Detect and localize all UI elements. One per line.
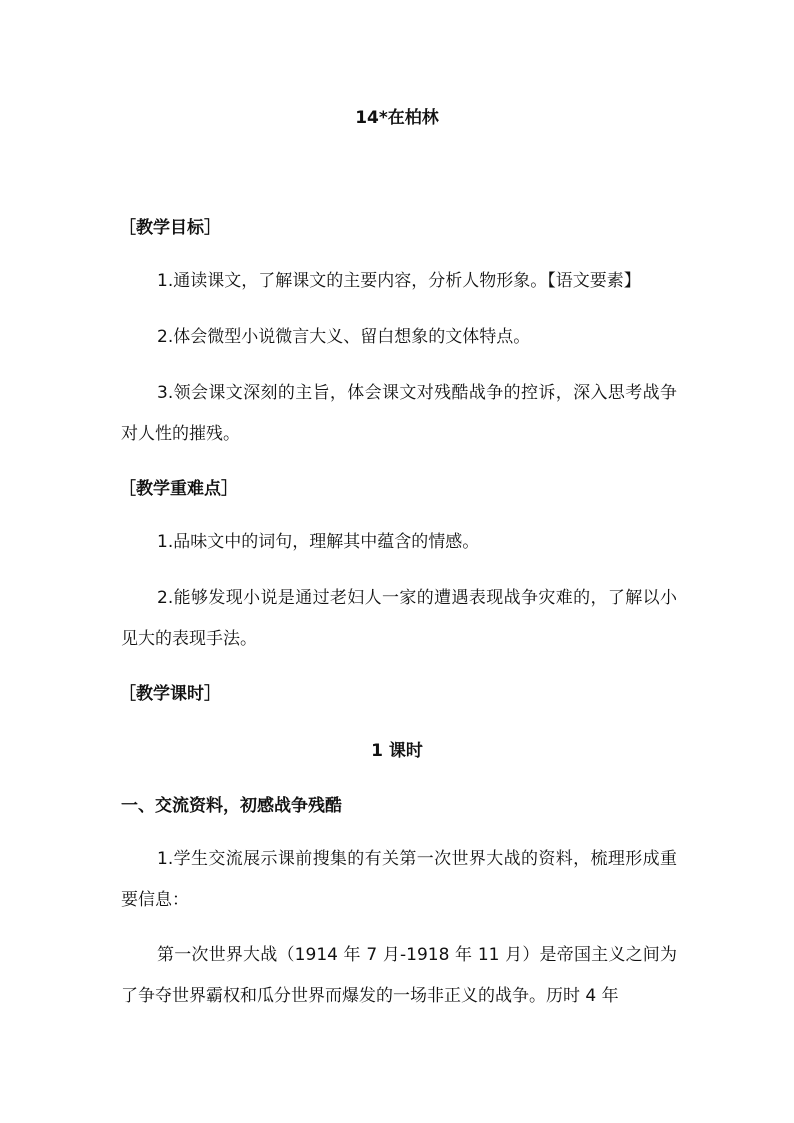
heading-part-1: 一、交流资料，初感战争残酷 (121, 796, 342, 816)
part1-item-1: 1.学生交流展示课前搜集的有关第一次世界大战的资料，梳理形成重要信息： (121, 849, 677, 910)
key-point-item-2: 2.能够发现小说是通过老妇人一家的遭遇表现战争灾难的，了解以小见大的表现手法。 (121, 588, 677, 649)
heading-teaching-hours: ［教学课时］ (119, 684, 221, 704)
page-title: 14*在柏林 (355, 108, 439, 128)
heading-teaching-goals: ［教学目标］ (119, 218, 221, 238)
heading-key-points: ［教学重难点］ (119, 479, 238, 499)
part1-item-2: 第一次世界大战（1914 年 7 月-1918 年 11 月）是帝国主义之间为了争夺世界霸权和瓜分世界而爆发的一场非正义的战争。历时 4 年 (121, 945, 677, 1006)
goal-item-3: 3.领会课文深刻的主旨，体会课文对残酷战争的控诉，深入思考战争对人性的摧残。 (121, 383, 677, 444)
goal-item-1: 1.通读课文，了解课文的主要内容，分析人物形象。【语文要素】 (157, 271, 641, 291)
goal-item-2: 2.体会微型小说微言大义、留白想象的文体特点。 (157, 327, 531, 347)
teaching-hours-value: 1 课时 (371, 741, 423, 761)
key-point-item-1: 1.品味文中的词句，理解其中蕴含的情感。 (157, 532, 480, 552)
